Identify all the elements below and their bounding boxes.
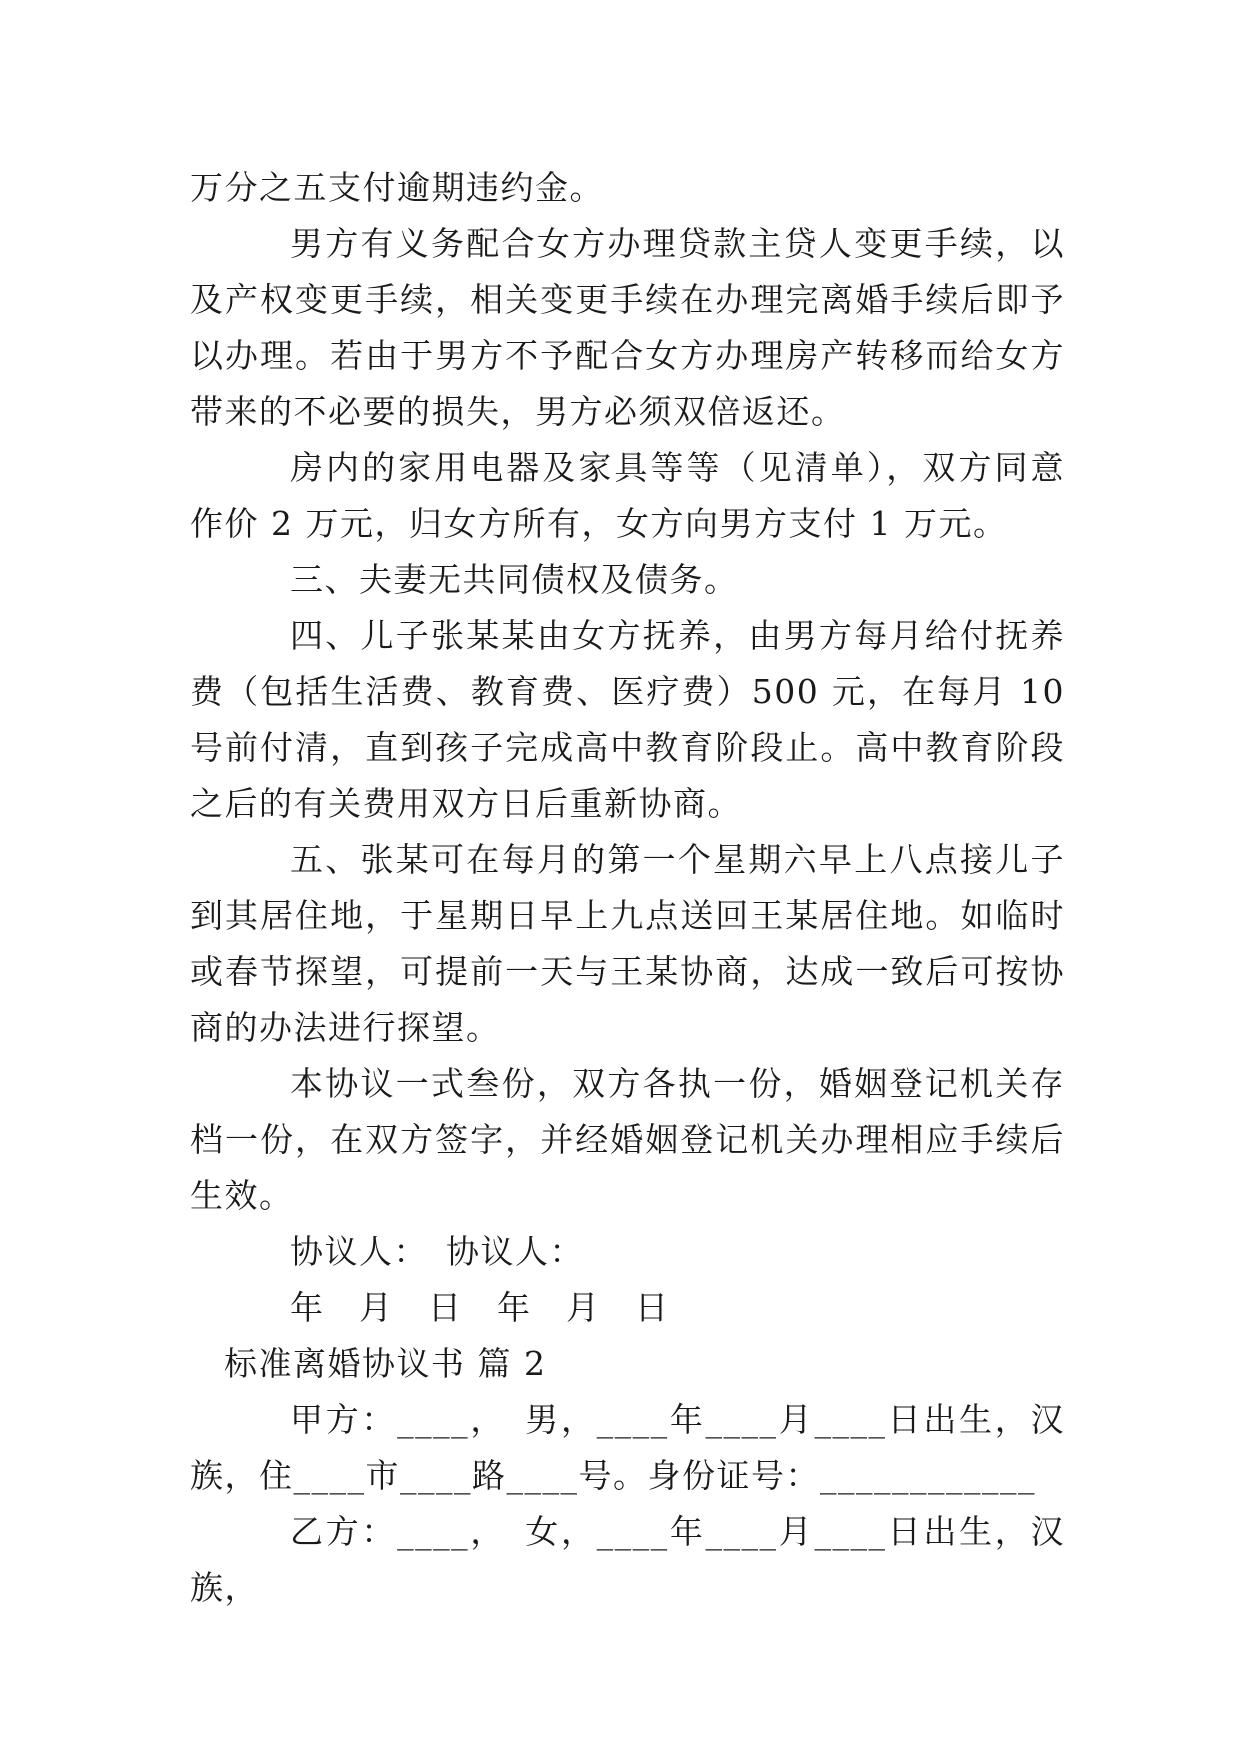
paragraph-appliances: 房内的家用电器及家具等等（见清单），双方同意作价 2 万元，归女方所有，女方向男方支付 1 万元。 [190, 448, 1065, 543]
signature-line: 协议人： 协议人： [290, 1232, 584, 1271]
paragraph-party-a: 甲方：____， 男，____年____月____日出生，汉族，住____市____路____号。身份证号：____________ [190, 1400, 1065, 1495]
paragraph-overdue-penalty: 万分之五支付逾期违约金。 [190, 168, 604, 207]
paragraph-debts: 三、夫妻无共同债权及债务。 [290, 560, 739, 599]
paragraph-loan-transfer: 男方有义务配合女方办理贷款主贷人变更手续，以及产权变更手续，相关变更手续在办理完离婚手续后即予以办理。若由于男方不予配合女方办理房产转移而给女方带来的不必要的损失，男方必须双倍返还。 [190, 224, 1065, 431]
paragraph-party-b: 乙方：____， 女，____年____月____日出生，汉族， [190, 1512, 1065, 1607]
paragraph-copies: 本协议一式叁份，双方各执一份，婚姻登记机关存档一份，在双方签字，并经婚姻登记机关办理相应手续后生效。 [190, 1064, 1065, 1215]
document-body [190, 160, 1065, 1616]
paragraph-child-custody: 四、儿子张某某由女方抚养，由男方每月给付抚养费（包括生活费、教育费、医疗费）500 元，在每月 10 号前付清，直到孩子完成高中教育阶段止。高中教育阶段之后的有关费用双方日后重新协商。 [190, 616, 1065, 823]
date-line: 年 月 日 年 月 日 [290, 1288, 670, 1327]
paragraph-visitation: 五、张某可在每月的第一个星期六早上八点接儿子到其居住地，于星期日早上九点送回王某居住地。如临时或春节探望，可提前一天与王某协商，达成一致后可按协商的办法进行探望。 [190, 840, 1065, 1047]
section-heading: 标准离婚协议书 篇 2 [224, 1344, 547, 1383]
